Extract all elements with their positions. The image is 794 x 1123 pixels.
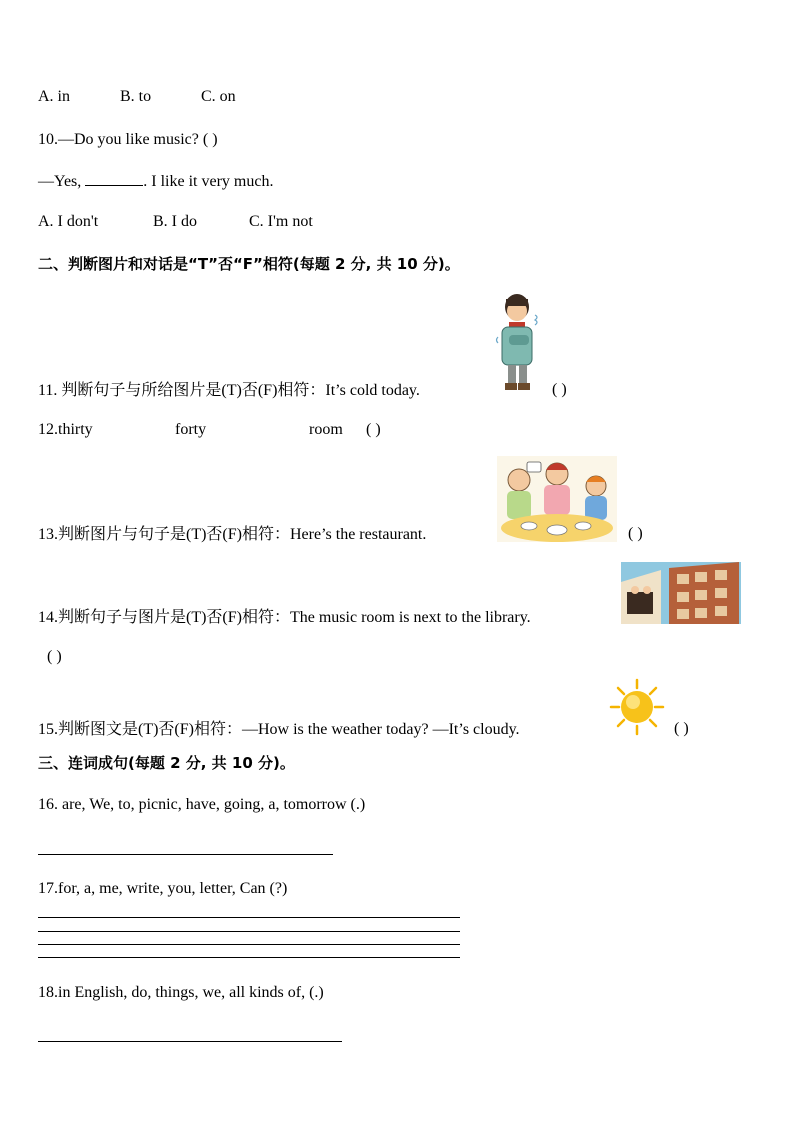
q18-answer-line xyxy=(38,1041,342,1042)
q15-answer-paren: ( ) xyxy=(674,720,689,737)
q17-answer-line-1 xyxy=(38,917,460,918)
q10-option-a: A. I don't xyxy=(38,213,99,230)
q17-text: 17.for, a, me, write, you, letter, Can (?) xyxy=(38,880,288,897)
q13-answer-paren: ( ) xyxy=(628,525,643,542)
q17-answer-line-3 xyxy=(38,944,460,945)
section2-heading: 二、判断图片和对话是“T”否“F”相符(每题 2 分, 共 10 分)。 xyxy=(38,255,460,273)
q13-text: 13.判断图片与句子是(T)否(F)相符：Here’s the restaurant. xyxy=(38,526,427,543)
q10-answer-start: —Yes, xyxy=(38,173,86,190)
q10-answer-blank xyxy=(85,171,143,186)
restaurant-icon xyxy=(497,456,617,542)
q12-word-1: 12.thirty xyxy=(38,421,93,438)
cold-man-icon xyxy=(493,289,545,397)
q11-answer-paren: ( ) xyxy=(552,381,567,398)
q12-answer-paren: ( ) xyxy=(366,421,381,438)
sun-icon xyxy=(609,678,665,736)
q15-text: 15.判断图文是(T)否(F)相符：—How is the weather today? —It’s cloudy. xyxy=(38,721,520,738)
q14-answer-paren: ( ) xyxy=(47,648,62,665)
q17-answer-line-4 xyxy=(38,957,460,958)
section3-heading: 三、连词成句(每题 2 分, 共 10 分)。 xyxy=(38,754,295,772)
q9-option-c: C. on xyxy=(201,88,236,105)
q10-option-b: B. I do xyxy=(153,213,197,230)
q10-answer-end: . I like it very much. xyxy=(143,173,274,190)
q11-text: 11. 判断句子与所给图片是(T)否(F)相符：It’s cold today. xyxy=(38,382,420,399)
q16-text: 16. are, We, to, picnic, have, going, a, tomorrow (.) xyxy=(38,796,366,813)
q10-answer xyxy=(38,171,273,192)
q10-question: 10.—Do you like music? ( ) xyxy=(38,131,218,148)
q17-answer-line-2 xyxy=(38,931,460,932)
music-room-icon xyxy=(621,562,741,624)
q12-word-3: room xyxy=(309,421,343,438)
q10-option-c: C. I'm not xyxy=(249,213,313,230)
q16-answer-line xyxy=(38,854,333,855)
q9-option-a: A. in xyxy=(38,88,70,105)
q14-text: 14.判断句子与图片是(T)否(F)相符：The music room is next to the library. xyxy=(38,609,531,626)
q18-text: 18.in English, do, things, we, all kinds of, (.) xyxy=(38,984,324,1001)
q9-option-b: B. to xyxy=(120,88,152,105)
q12-word-2: forty xyxy=(175,421,207,438)
